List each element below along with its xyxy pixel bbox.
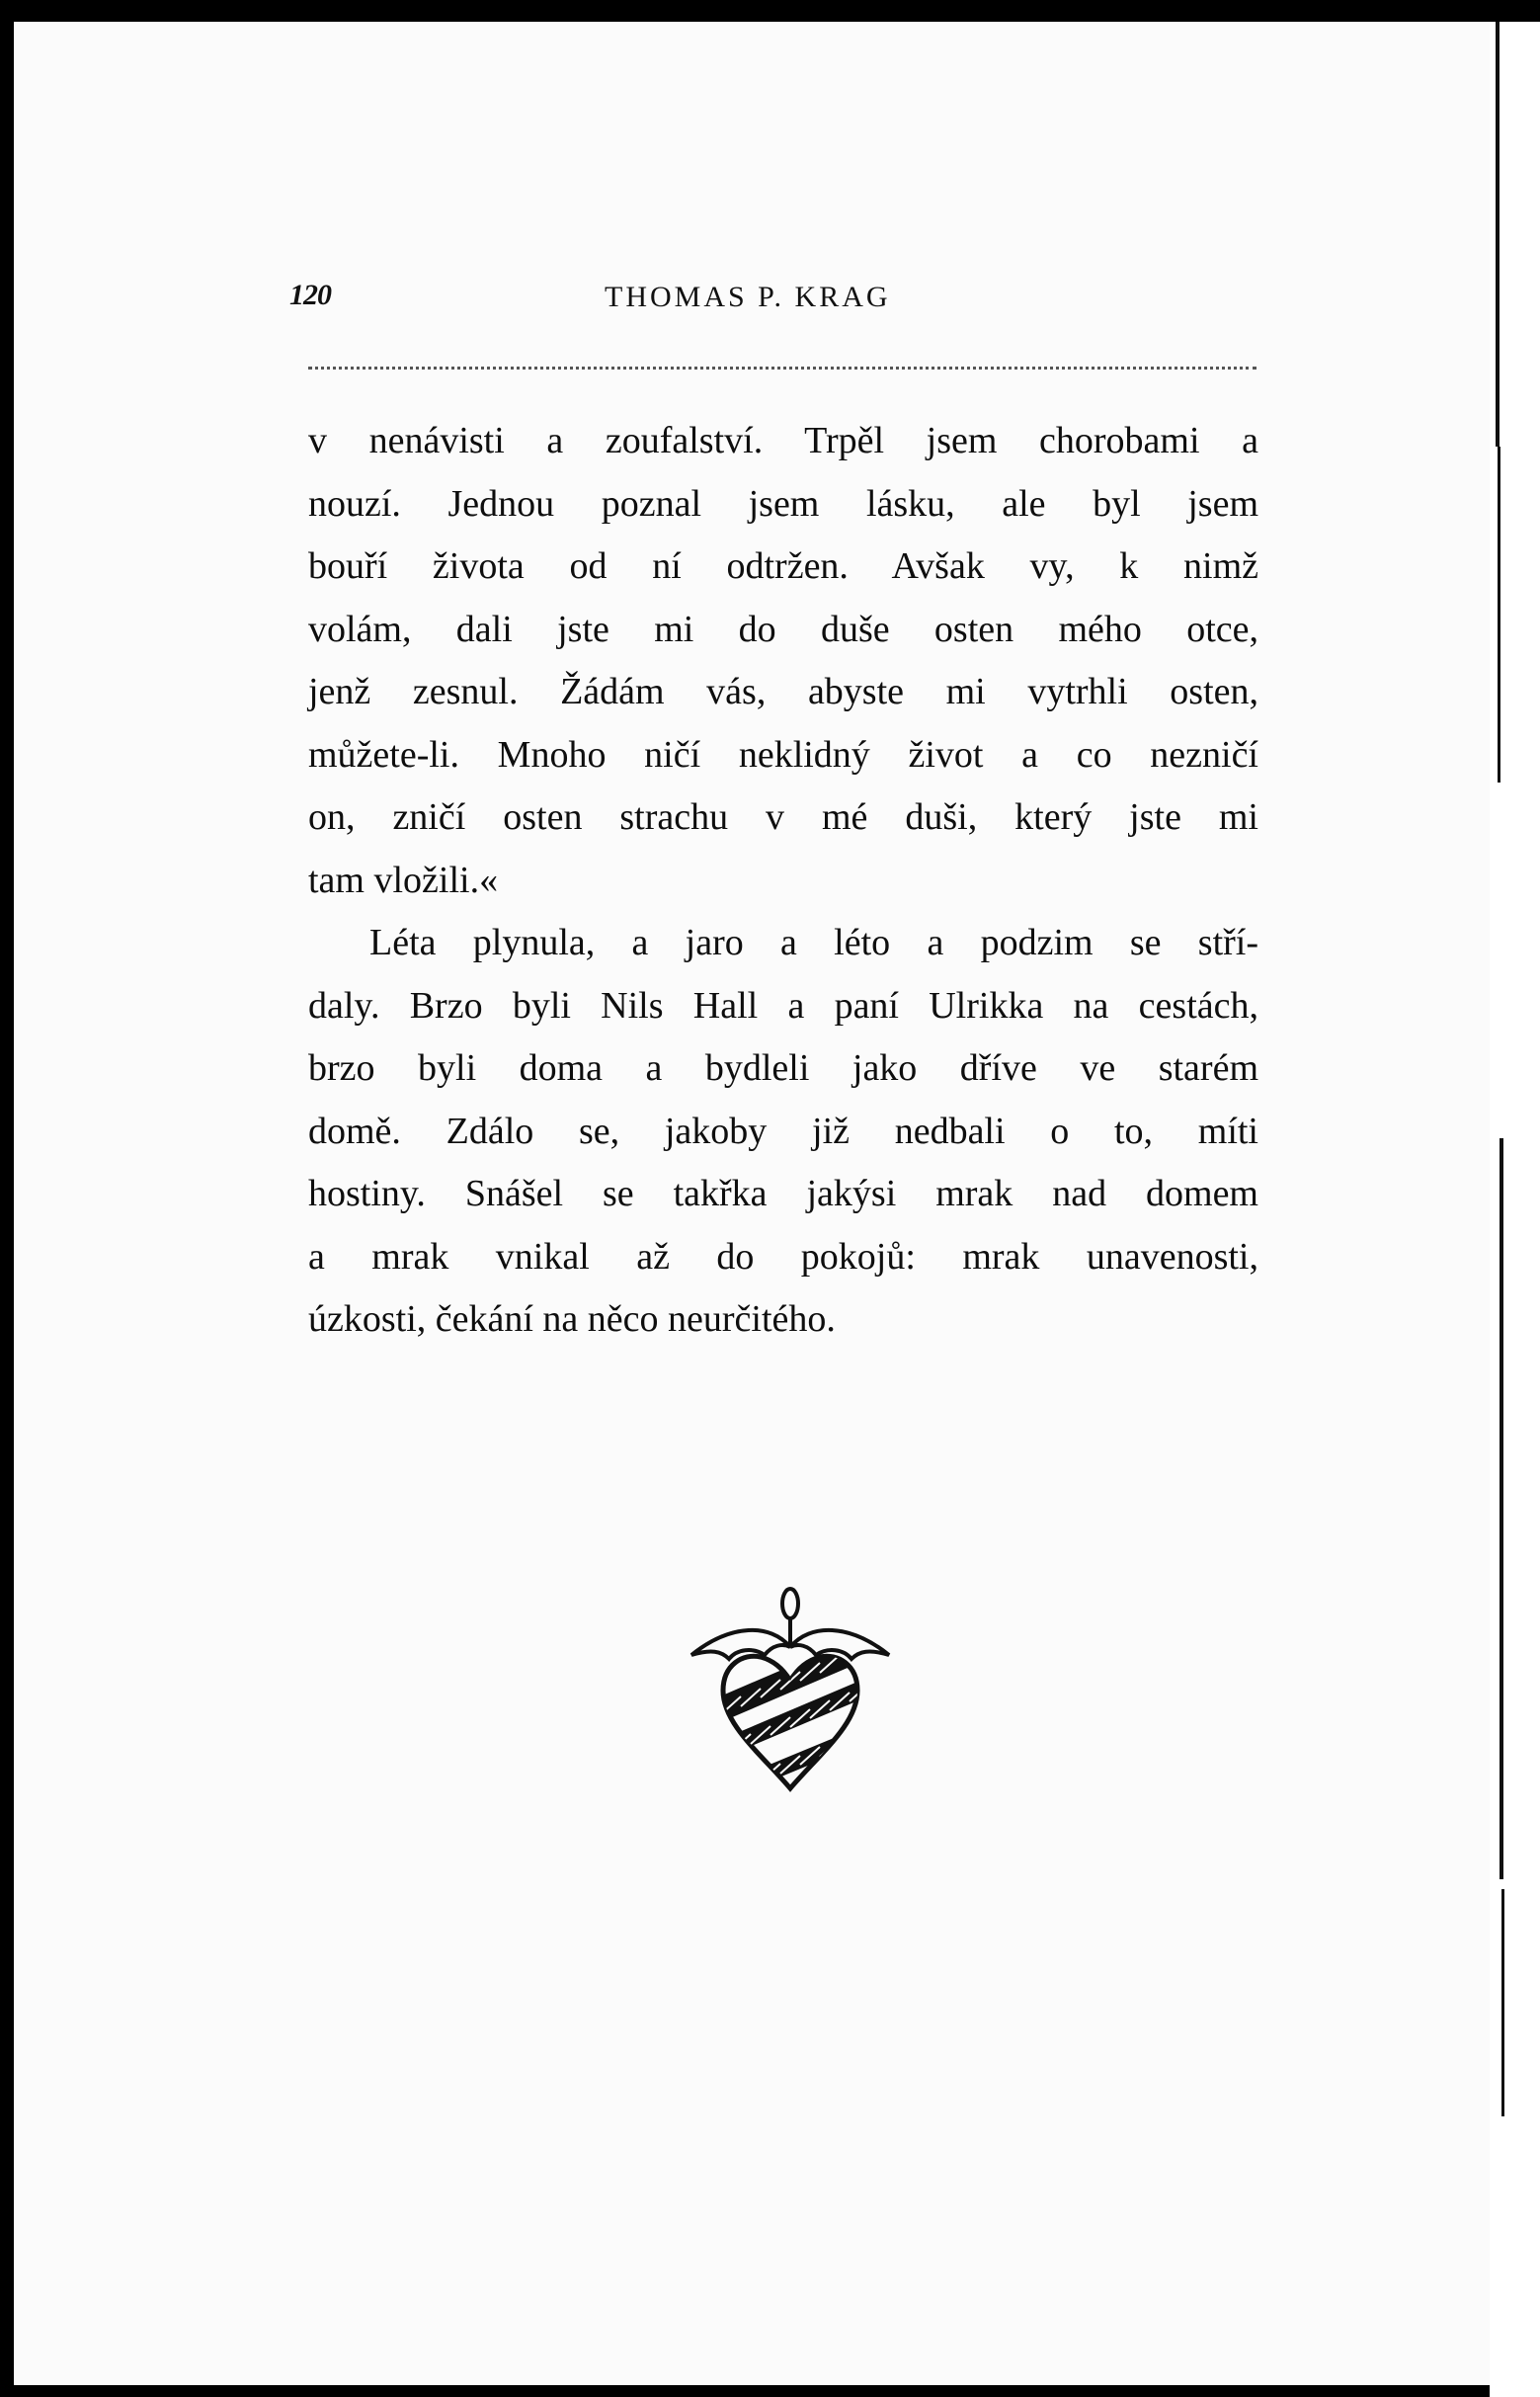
header-rule xyxy=(308,367,1256,370)
text-line: daly. Brzo byli Nils Hall a paní Ulrikka na cestách, xyxy=(308,984,1258,1027)
edge-mark xyxy=(1496,22,1499,447)
edge-mark xyxy=(1498,447,1500,783)
text-line: úzkosti, čekání na něco neurčitého. xyxy=(308,1298,836,1340)
text-line: a mrak vnikal až do pokojů: mrak unavenosti, xyxy=(308,1235,1258,1278)
text-line: bouří života od ní odtržen. Avšak vy, k nimž xyxy=(308,545,1258,587)
body-text xyxy=(308,410,1258,1352)
text-line: v nenávisti a zoufalství. Trpěl jsem chorobami a xyxy=(308,420,1258,461)
text-line: on, zničí osten strachu v mé duši, který jste mi xyxy=(308,796,1258,838)
scan-edge xyxy=(1490,22,1540,2397)
text-line: můžete-li. Mnoho ničí neklidný život a co nezničí xyxy=(308,733,1258,776)
page-number: 120 xyxy=(289,279,331,311)
running-title: THOMAS P. KRAG xyxy=(605,281,891,313)
text-line: jenž zesnul. Žádám vás, abyste mi vytrhli osten, xyxy=(308,671,1258,712)
running-head xyxy=(0,279,1540,318)
heart-ornament-icon xyxy=(682,1586,899,1803)
text-line: brzo byli doma a bydleli jako dříve ve starém xyxy=(308,1047,1258,1089)
text-line: tam vložili.« xyxy=(308,859,499,901)
edge-mark xyxy=(1501,1889,1504,2116)
edge-mark xyxy=(1499,1138,1503,1879)
text-line: nouzí. Jednou poznal jsem lásku, ale byl jsem xyxy=(308,482,1258,525)
text-line: domě. Zdálo se, jakoby již nedbali o to, míti xyxy=(308,1110,1258,1152)
text-line: hostiny. Snášel se takřka jakýsi mrak nad domem xyxy=(308,1173,1258,1214)
text-line: Léta plynula, a jaro a léto a podzim se stří- xyxy=(369,922,1258,963)
text-line: volám, dali jste mi do duše osten mého otce, xyxy=(308,608,1258,650)
